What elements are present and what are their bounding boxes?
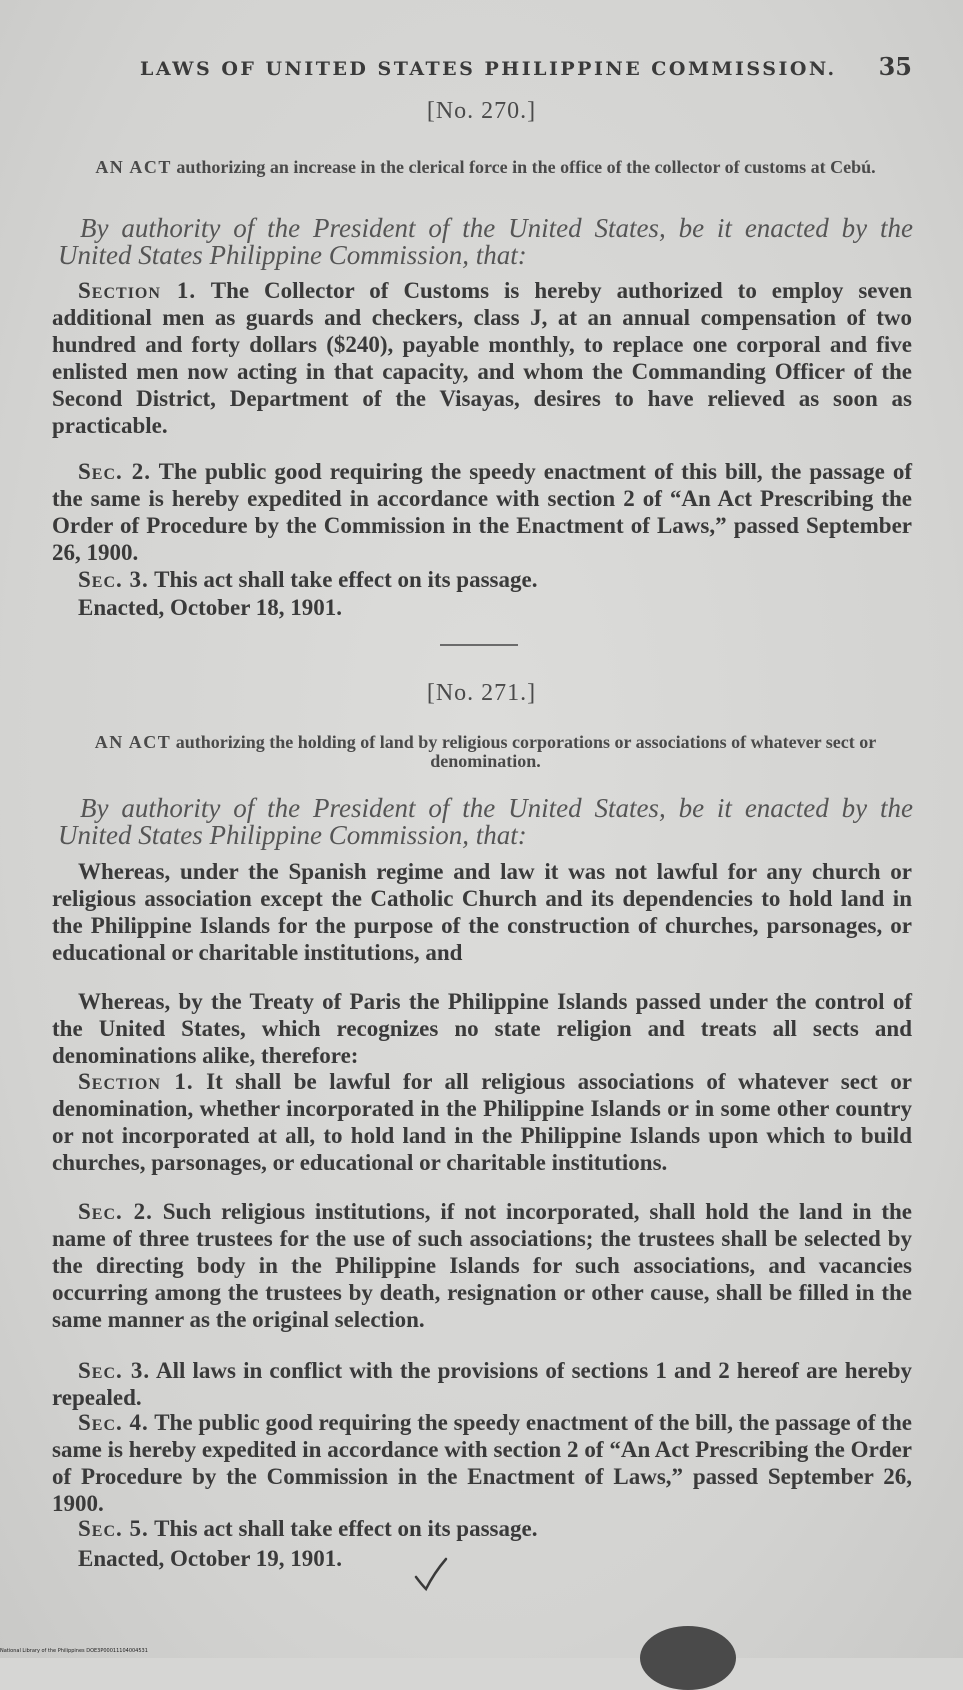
act-271-section-4 [52, 1409, 912, 1517]
scan-footer-text: National Library of the Philippines DOE3P00011104004531 [0, 1648, 148, 1654]
act-270-section-2-label: Sec. 2. [78, 459, 152, 484]
act-270-section-3 [52, 566, 912, 593]
act-270-section-2 [52, 458, 912, 566]
act-271-section-2-text: Such religious institutions, if not incorporated, shall hold the land in the name of three trustees for the use of such associations; the trustees shall be selected by the directing body in the Philippine Islands for such associations, and vacancies occurring among the trustees by death, resignation or other cause, shall be filled in the same manner as the original selection. [52, 1199, 912, 1332]
act-270-section-1 [52, 277, 912, 439]
act-270-section-1-text: The Collector of Customs is hereby authorized to employ seven additional men as guards and checkers, class J, at an annual compensation of two hundred and forty dollars ($240), payable monthly, to replace one corporal and five enlisted men now acting in that capacity, and whom the Commanding Officer of the Second District, Department of the Visayas, desires to have relieved as soon as practicable. [52, 278, 912, 438]
act-270-number: [No. 270.] [426, 98, 537, 124]
act-271-whereas-2: Whereas, by the Treaty of Paris the Philippine Islands passed under the control of the United States, which recognizes no state religion and treats all sects and denominations alike, therefore: [52, 989, 912, 1068]
act-271-section-5-label: Sec. 5. [78, 1516, 149, 1541]
act-271-section-4-text: The public good requiring the speedy enactment of the bill, the passage of the same is hereby expedited in accordance with section 2 of “An Act Prescribing the Order of Procedure by the Commission in the Enactment of Laws,” passed September 26, 1900. [52, 1410, 912, 1516]
running-head: LAWS OF UNITED STATES PHILIPPINE COMMISSION. [140, 58, 837, 80]
act-270-section-2-text: The public good requiring the speedy enactment of this bill, the passage of the same is hereby expedited in accordance with section 2 of “An Act Prescribing the Order of Procedure by the Commission in the Enactment of Laws,” passed September 26, 1900. [52, 459, 912, 565]
act-271-enacted-date: Enacted, October 19, 1901. [78, 1546, 343, 1571]
act-271-section-1 [52, 1068, 912, 1176]
act-270-section-3-label: Sec. 3. [78, 567, 149, 592]
act-271-title-lead: AN ACT [94, 732, 172, 752]
act-271-number: [No. 271.] [426, 680, 537, 706]
act-271-section-2 [52, 1198, 912, 1333]
act-271-section-1-label: Section 1. [78, 1069, 194, 1094]
act-271-section-2-label: Sec. 2. [78, 1199, 153, 1224]
act-270-title-lead: AN ACT [95, 157, 172, 177]
act-271-section-3-text: All laws in conflict with the provisions of sections 1 and 2 hereof are hereby repealed. [52, 1358, 912, 1410]
act-270-title [58, 158, 913, 177]
page-header [140, 52, 912, 81]
act-271-title-text: authorizing the holding of land by religious corporations or associations of whatever sect or denomination. [175, 732, 877, 771]
act-270-section-3-text: This act shall take effect on its passage. [154, 567, 538, 592]
act-271-section-5 [52, 1515, 912, 1542]
act-270-title-text: authorizing an increase in the clerical force in the office of the collector of customs at Cebú. [176, 157, 876, 177]
act-270-enacted-date: Enacted, October 18, 1901. [78, 595, 343, 620]
act-271-section-5-text: This act shall take effect on its passage. [154, 1516, 538, 1541]
act-271-section-3 [52, 1357, 912, 1411]
act-270-section-1-label: Section 1. [78, 278, 197, 303]
scan-artifact [640, 1626, 736, 1690]
act-271-title [58, 733, 913, 771]
page-number: 35 [878, 52, 912, 81]
act-271-section-4-label: Sec. 4. [78, 1410, 149, 1435]
act-270-enacting-clause: By authority of the President of the United States, be it enacted by the United States Philippine Commission, that: [58, 213, 913, 270]
handwritten-checkmark-icon [410, 1555, 450, 1595]
section-divider [440, 644, 518, 646]
act-271-section-3-label: Sec. 3. [78, 1358, 151, 1383]
act-271-section-1-text: It shall be lawful for all religious associations of whatever sect or denomination, whether incorporated in the Philippine Islands or in some other country or not incorporated at all, to hold land in the Philippine Islands upon which to build churches, parsonages, or educational or charitable institutions. [52, 1069, 913, 1175]
act-271-enacting-clause: By authority of the President of the United States, be it enacted by the United States Philippine Commission, that: [58, 793, 913, 850]
act-271-whereas-1: Whereas, under the Spanish regime and law it was not lawful for any church or religious association except the Catholic Church and its dependencies to hold land in the Philippine Islands for the purpose of the construction of churches, parsonages, or educational or charitable institutions, and [52, 859, 912, 965]
